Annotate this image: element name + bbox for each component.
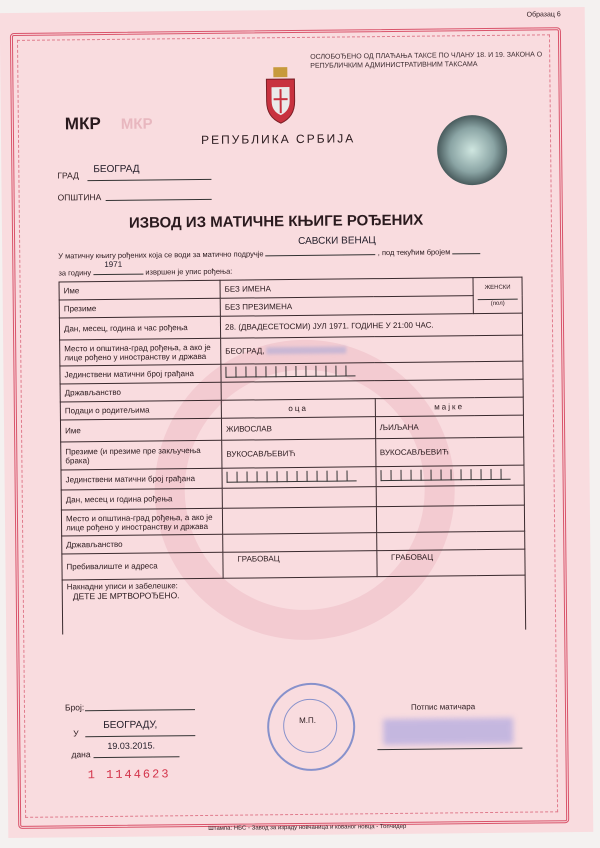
father-surname: ВУКОСАВЉЕВИЋ — [222, 439, 376, 469]
opstina-line — [106, 191, 212, 201]
broj-line — [85, 701, 195, 711]
citizenship-label: Држављанство — [60, 382, 221, 402]
signature-label: Потпис матичара — [410, 702, 476, 712]
official-stamp — [267, 682, 356, 771]
notes-cell — [62, 575, 526, 634]
opstina-label: ОПШТИНА — [57, 192, 102, 203]
grad-value: БЕОГРАД — [93, 163, 140, 176]
date-value: 19.03.2015. — [107, 740, 155, 751]
serial-number: 1 1144623 — [87, 767, 171, 783]
parent-name-label: Име — [60, 418, 221, 442]
notes-label: Накнадни уписи и забелешке: — [66, 581, 178, 592]
mother-pob — [376, 505, 525, 533]
broj-label: Број: — [64, 702, 85, 713]
parents-label: Подаци о родитељима — [60, 400, 221, 420]
parent-pob-label: Место и општина-град рођења, а ако је лице рођено у иностранству и држава — [61, 508, 222, 536]
signature-redacted — [383, 718, 513, 745]
hologram-seal — [437, 115, 508, 186]
ime-label: Име — [59, 280, 220, 300]
father-citizenship — [223, 533, 377, 553]
area-value: САВСКИ ВЕНАЦ — [298, 235, 376, 247]
coat-of-arms-icon — [263, 65, 298, 125]
redacted-text — [267, 347, 347, 355]
notes-value: ДЕТЕ ЈЕ МРТВОРОЂЕНО. — [72, 590, 180, 602]
mother-surname: ВУКОСАВЉЕВИЋ — [375, 437, 524, 467]
mother-name: ЉИЉАНА — [375, 415, 524, 439]
pob-value: БЕОГРАД, — [225, 346, 265, 356]
pob-cell — [221, 335, 523, 364]
u-label: У — [73, 728, 79, 739]
ime-value: БЕЗ ИМЕНА — [220, 278, 473, 299]
father-pob — [222, 507, 376, 535]
tax-note-line2: РЕПУБЛИЧКИМ АДМИНИСТРАТИВНИМ ТАКСАМА — [310, 61, 478, 70]
gender-cell — [473, 277, 522, 314]
document-title: ИЗВОД ИЗ МАТИЧНЕ КЊИГЕ РОЂЕНИХ — [128, 211, 424, 232]
pob-label: Место и општина-град рођења, а ако је лице рођено у иностранству и држава — [60, 338, 221, 366]
gender-label: (пол) — [478, 298, 518, 306]
certificate-sheet — [0, 7, 593, 838]
tax-note-line1: ОСЛОБОЂЕНО ОД ПЛАЋАЊА ТАКСЕ ПО ЧЛАНУ 18. И 19. ЗАКОНА О — [310, 51, 543, 61]
gender-value: ЖЕНСКИ — [484, 284, 511, 291]
intro-line1: У матичну књигу рођених која се води за матично подручје , под текућим бројем — [58, 245, 480, 260]
father-header: оца — [221, 399, 375, 419]
printer-note: Штампа: НБС - Завод за израду новчаница и кованог новца - Топчидер — [208, 823, 407, 832]
residence-label: Пребивалиште и адреса — [62, 552, 223, 580]
form-number: Образац 6 — [526, 11, 561, 19]
mother-citizenship — [376, 531, 525, 551]
grad-label: ГРАД — [57, 170, 79, 181]
mother-header: мајке — [375, 397, 524, 417]
intro-line2: за годину извршен је упис рођења: — [58, 266, 233, 278]
father-residence: ГРАБОВАЦ — [223, 551, 377, 579]
parent-surname-label: Презиме (и презиме пре закључења брака) — [61, 440, 222, 470]
place-value: БЕОГРАДУ, — [103, 719, 158, 732]
year-value: 1971 — [104, 259, 123, 270]
dana-label: дана — [71, 749, 91, 760]
parent-citizenship-label: Држављанство — [62, 534, 223, 554]
mother-residence: ГРАБОВАЦ — [376, 549, 525, 577]
stamp-label: М.П. — [299, 715, 317, 725]
country-name: РЕПУБЛИКА СРБИЈА — [200, 131, 356, 147]
parent-dob-label: Дан, месец и година рођења — [61, 488, 222, 510]
father-name: ЖИВОСЛАВ — [221, 417, 375, 441]
father-jmbg-boxes — [222, 467, 376, 489]
mother-dob — [376, 485, 525, 507]
prezime-label: Презиме — [59, 298, 220, 318]
mkr-label: МКР — [64, 114, 101, 134]
jmbg-label: Јединствени матични број грађана — [60, 364, 221, 384]
dob-value: 28. (ДВАДЕСЕТОСМИ) ЈУЛ 1971. ГОДИНЕ У 21:00 ЧАС. — [220, 313, 522, 338]
mother-jmbg-boxes — [376, 465, 525, 487]
prezime-value: БЕЗ ПРЕЗИМЕНА — [220, 296, 473, 317]
mkr-label-faded: МКР — [120, 115, 153, 133]
father-dob — [222, 487, 376, 509]
birth-register-table — [59, 277, 527, 634]
parent-jmbg-label: Јединствени матични број грађана — [61, 468, 222, 490]
dob-label: Дан, месец, година и час рођења — [59, 316, 220, 340]
